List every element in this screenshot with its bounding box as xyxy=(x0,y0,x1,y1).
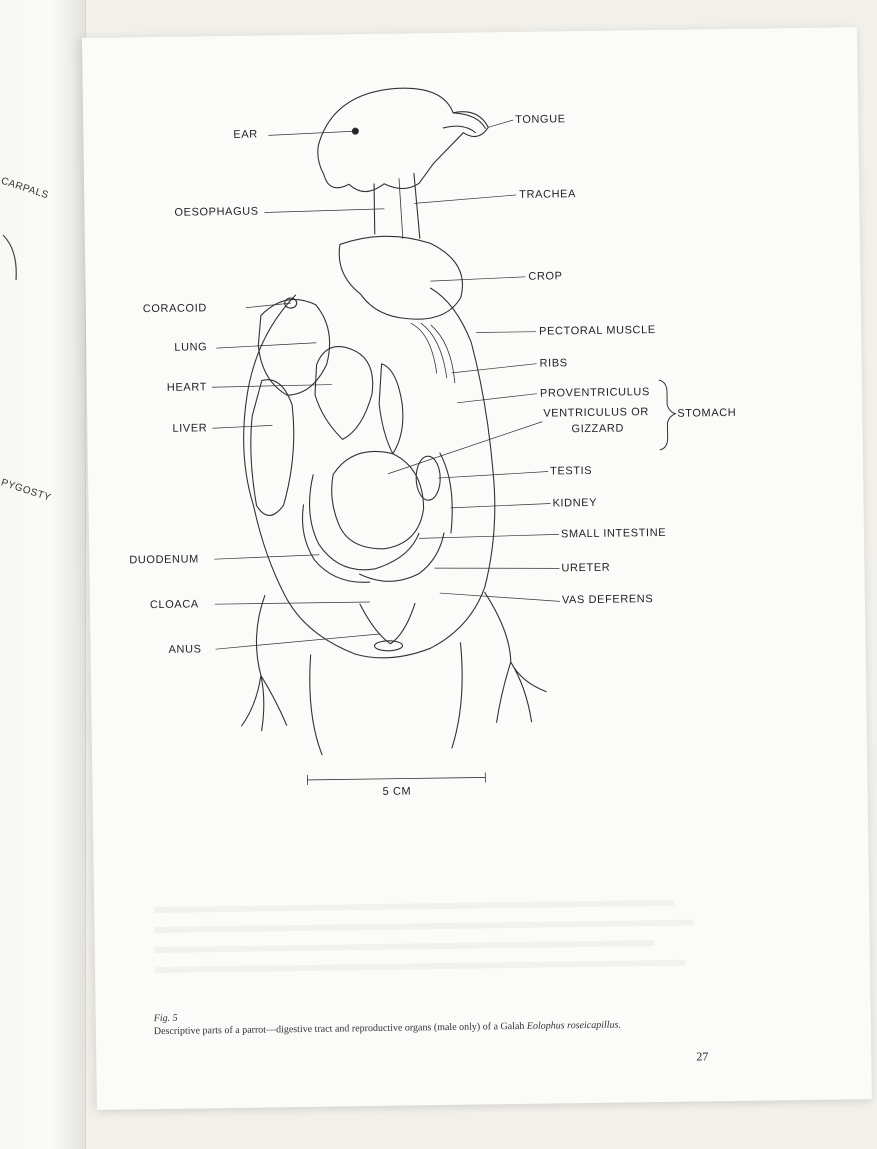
label-pectoral-muscle: PECTORAL MUSCLE xyxy=(539,324,656,338)
book-page xyxy=(82,27,872,1110)
stomach-brace xyxy=(659,380,676,450)
figure-number: Fig. 5 xyxy=(153,1012,178,1025)
label-vas-deferens: VAS DEFERENS xyxy=(561,593,654,607)
label-stomach: STOMACH xyxy=(677,406,737,420)
bleed-through-line xyxy=(155,940,655,953)
label-duodenum: DUODENUM xyxy=(129,553,199,567)
label-cloaca: CLOACA xyxy=(149,598,199,612)
label-ribs: RIBS xyxy=(539,357,568,370)
caption-text: Descriptive parts of a parrot—digestive tract and reproductive organs (male only) of a Galah xyxy=(153,1020,525,1038)
left-page-label-carpals: CARPALS xyxy=(0,175,50,202)
label-oesophagus: OESOPHAGUS xyxy=(174,205,259,219)
label-small-intestine: SMALL INTESTINE xyxy=(560,526,667,541)
figure-caption xyxy=(154,1006,621,1039)
left-page-fragment-drawing xyxy=(0,225,38,305)
label-lung: LUNG xyxy=(174,341,208,354)
page-number: 27 xyxy=(696,1049,709,1064)
label-heart: HEART xyxy=(166,381,208,394)
label-testis: TESTIS xyxy=(550,464,593,478)
label-ureter: URETER xyxy=(561,561,611,575)
label-ear: EAR xyxy=(233,128,258,141)
left-page-label-pygosty: PYGOSTY xyxy=(0,477,53,504)
label-coracoid: CORACOID xyxy=(142,302,207,316)
label-kidney: KIDNEY xyxy=(552,496,598,510)
bleed-through-line xyxy=(154,920,694,934)
label-liver: LIVER xyxy=(172,422,208,435)
left-page xyxy=(0,0,86,1149)
label-trachea: TRACHEA xyxy=(519,188,577,201)
label-crop: CROP xyxy=(528,270,563,283)
bleed-through-line xyxy=(155,960,685,973)
label-tongue: TONGUE xyxy=(515,113,566,126)
label-proventriculus: PROVENTRICULUS xyxy=(539,386,650,400)
caption-species: Eolophus roseicapillus. xyxy=(526,1019,622,1032)
label-gizzard: GIZZARD xyxy=(571,422,625,436)
scale-bar xyxy=(307,772,485,784)
scale-bar-label: 5 CM xyxy=(382,785,412,798)
label-ventriculus-or: VENTRICULUS OR xyxy=(543,406,649,420)
label-anus: ANUS xyxy=(168,643,202,656)
bleed-through-line xyxy=(154,900,674,913)
